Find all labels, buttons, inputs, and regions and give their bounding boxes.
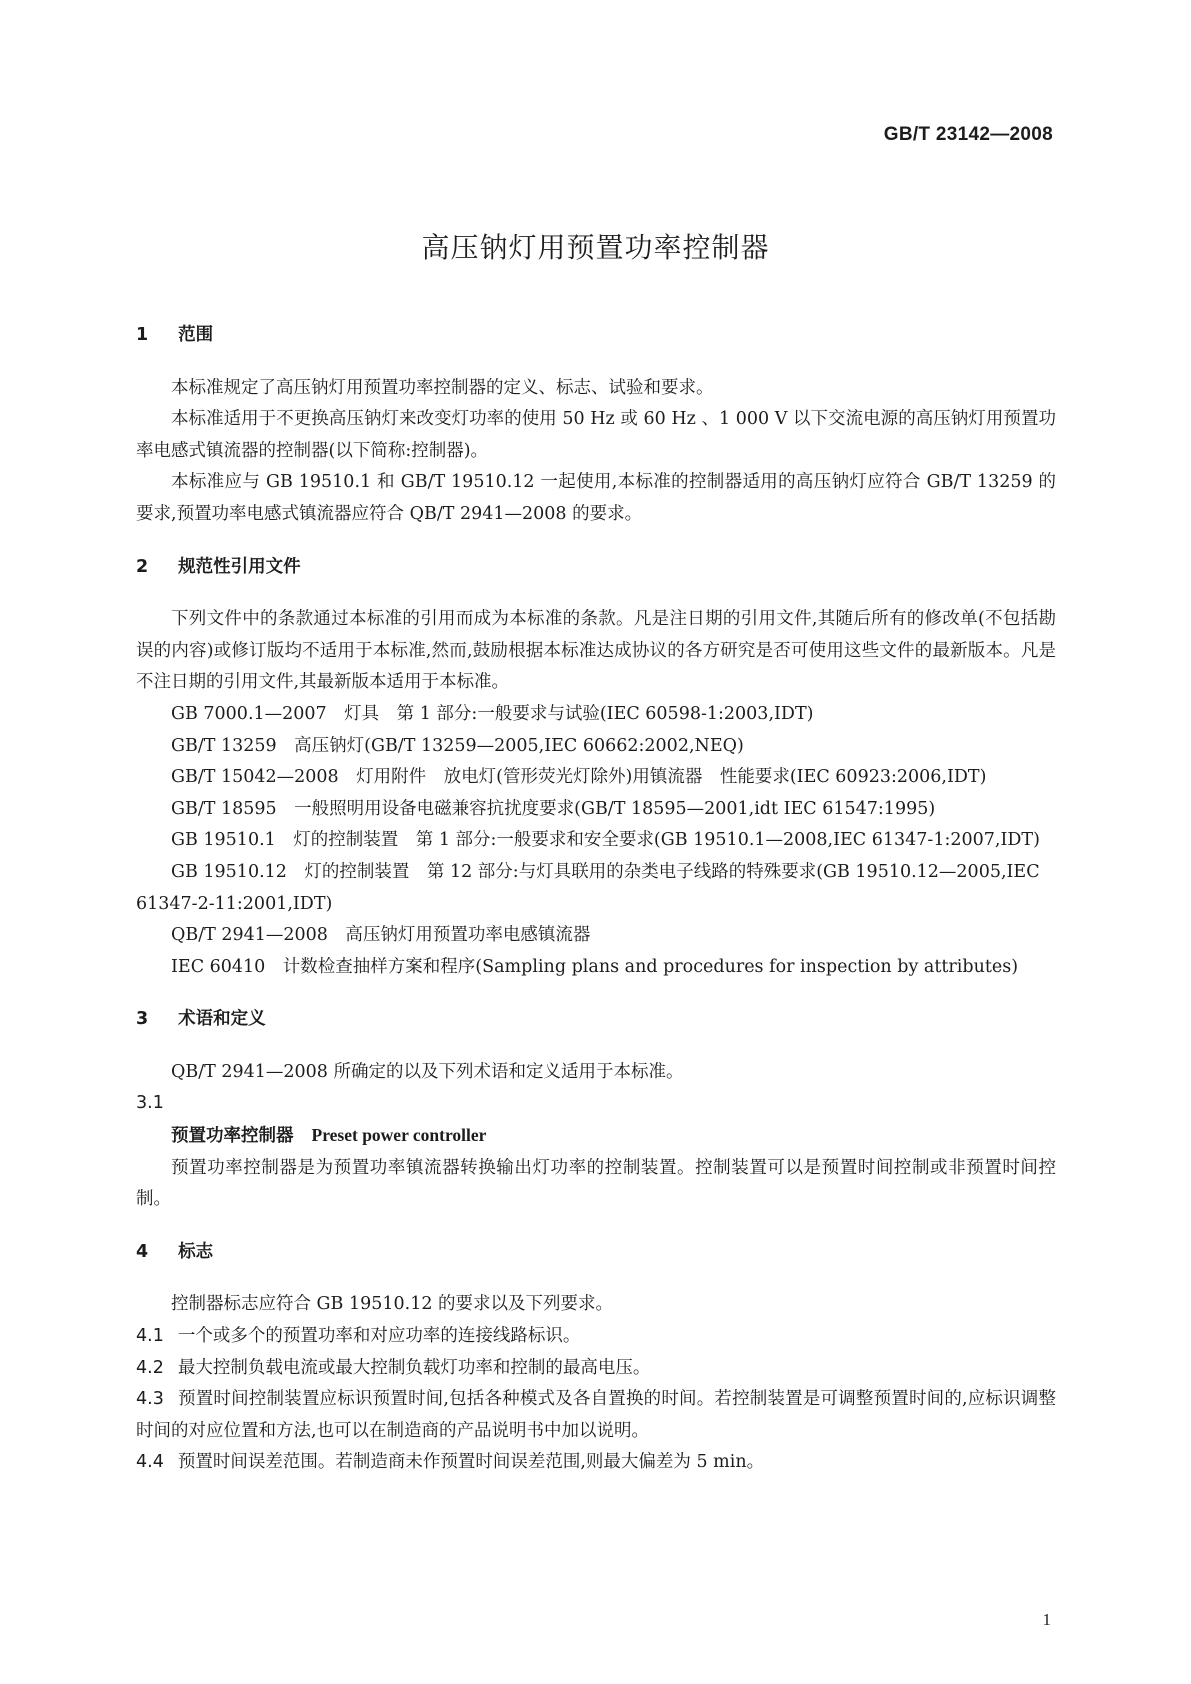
- header-standard-code: GB/T 23142—2008: [883, 124, 1053, 145]
- marking-item: [136, 1321, 1056, 1353]
- section-3-heading: [136, 1004, 1056, 1036]
- item-text: 预置时间控制装置应标识预置时间,包括各种模式及各自置换的时间。若控制装置是可调整预置时间的,应标识调整时间的对应位置和方法,也可以在制造商的产品说明书中加以说明。: [136, 1389, 1056, 1441]
- section-4-heading: [136, 1237, 1056, 1269]
- reference-item: IEC 60410 计数检查抽样方案和程序(Sampling plans and procedures for inspection by attributes): [171, 956, 1019, 977]
- section-number: 4: [136, 1241, 149, 1262]
- section-title: 术语和定义: [178, 1009, 266, 1030]
- section-2-heading: [136, 552, 1056, 584]
- item-number: 4.4: [136, 1452, 164, 1473]
- reference-item: GB/T 15042—2008 灯用附件 放电灯(管形荧光灯除外)用镇流器 性能要求(IEC 60923:2006,IDT): [171, 767, 987, 788]
- section-title: 标志: [178, 1241, 214, 1262]
- term-chinese: 预置功率控制器: [171, 1126, 294, 1147]
- item-text: 一个或多个的预置功率和对应功率的连接线路标识。: [177, 1326, 581, 1347]
- item-number: 4.3: [136, 1389, 164, 1410]
- section-title: 范围: [178, 325, 214, 345]
- reference-item: GB 19510.12 灯的控制装置 第 12 部分:与灯具联用的杂类电子线路的特殊要求(GB 19510.12—2005,IEC 61347-2-11:2001,IDT): [136, 861, 1040, 914]
- scope-paragraph: 本标准应与 GB 19510.1 和 GB/T 19510.12 一起使用,本标准的控制器适用的高压钠灯应符合 GB/T 13259 的要求,预置功率电感式镇流器应符合 QB/T 2941—2008 的要求。: [136, 472, 1056, 524]
- marking-item: [136, 1447, 1056, 1479]
- scope-paragraph: 本标准适用于不更换高压钠灯来改变灯功率的使用 50 Hz 或 60 Hz 、1 000 V 以下交流电源的高压钠灯用预置功率电感式镇流器的控制器(以下简称:控制器)。: [136, 409, 1056, 461]
- document-title: 高压钠灯用预置功率控制器: [421, 231, 770, 264]
- reference-item: QB/T 2941—2008 高压钠灯用预置功率电感镇流器: [171, 925, 591, 946]
- item-text: 预置时间误差范围。若制造商未作预置时间误差范围,则最大偏差为 5 min。: [177, 1452, 765, 1473]
- reference-item: GB 7000.1—2007 灯具 第 1 部分:一般要求与试验(IEC 60598-1:2003,IDT): [171, 703, 814, 724]
- item-number: 4.2: [136, 1357, 164, 1378]
- section-1-heading: [136, 320, 1056, 352]
- section-number: 3: [136, 1009, 149, 1030]
- section-number: 1: [136, 325, 149, 345]
- reference-item: GB/T 18595 一般照明用设备电磁兼容抗扰度要求(GB/T 18595—2001,idt IEC 61547:1995): [171, 798, 936, 819]
- marking-intro: 控制器标志应符合 GB 19510.12 的要求以及下列要求。: [171, 1294, 614, 1315]
- section-number: 2: [136, 556, 149, 577]
- item-text: 最大控制负载电流或最大控制负载灯功率和控制的最高电压。: [177, 1357, 651, 1378]
- document-body: [136, 320, 1056, 1479]
- page-number: 1: [1042, 1610, 1051, 1629]
- term-entry: [136, 1120, 1056, 1153]
- item-number: 4.1: [136, 1326, 164, 1347]
- term-definition: 预置功率控制器是为预置功率镇流器转换输出灯功率的控制装置。控制装置可以是预置时间控制或非预置时间控制。: [136, 1157, 1056, 1210]
- reference-item: GB/T 13259 高压钠灯(GB/T 13259—2005,IEC 60662:2002,NEQ): [171, 735, 744, 756]
- clause-number: 3.1: [136, 1093, 164, 1114]
- marking-item: [136, 1353, 1056, 1385]
- term-english: Preset power controller: [311, 1125, 487, 1146]
- reference-item: GB 19510.1 灯的控制装置 第 1 部分:一般要求和安全要求(GB 19510.1—2008,IEC 61347-1:2007,IDT): [171, 830, 1040, 851]
- references-intro: 下列文件中的条款通过本标准的引用而成为本标准的条款。凡是注日期的引用文件,其随后所有的修改单(不包括勘误的内容)或修订版均不适用于本标准,然而,鼓励根据本标准达成协议的各方研究是否可使用这些文件的最新版本。凡是不注日期的引用文件,其最新版本适用于本标准。: [136, 609, 1056, 693]
- marking-item: [136, 1384, 1056, 1447]
- scope-paragraph: 本标准规定了高压钠灯用预置功率控制器的定义、标志、试验和要求。: [171, 377, 714, 398]
- terms-intro: QB/T 2941—2008 所确定的以及下列术语和定义适用于本标准。: [171, 1061, 684, 1082]
- section-title: 规范性引用文件: [178, 556, 301, 577]
